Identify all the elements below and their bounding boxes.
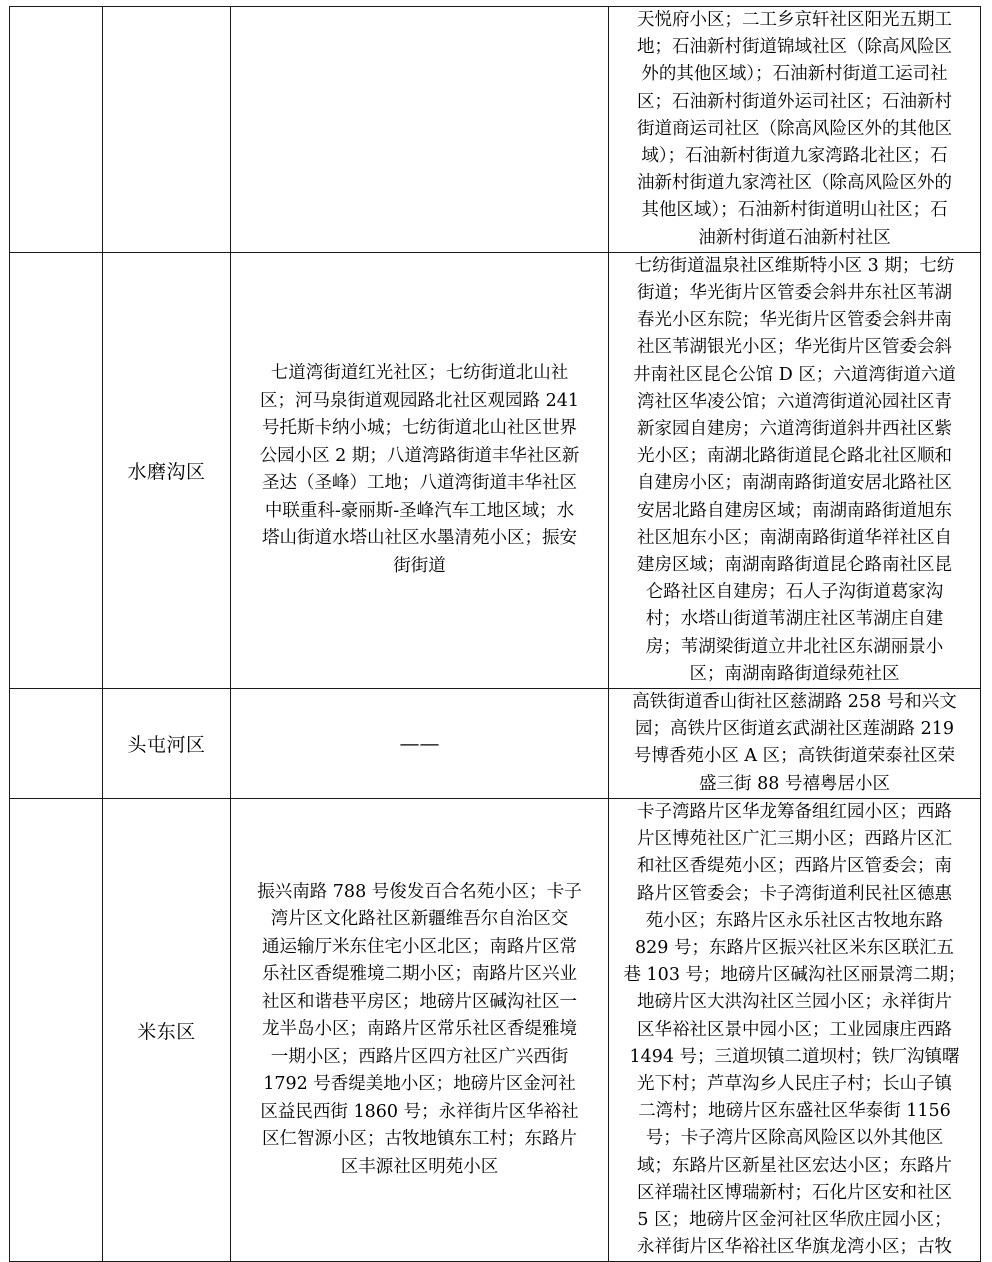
medium-risk-cell: 卡子湾路片区华龙筹备组红园小区；西路 片区博苑社区广汇三期小区；西路片区汇 和社区香缇苑小区；西路片区管委会；南 路片区管委会；卡子湾街道利民社区德惠 苑小区；东路片区永乐社区古牧地东路 829 号；东路片区振兴社区米东区联汇五 巷 103 号；地磅片区碱沟社区丽景湾二期； 地磅片区大洪沟社区兰园小区；永祥街片 区华裕社区景中园小区；工业园康庄西路 1494 号；三道坝镇二道坝村；铁厂沟镇曙 光下村；芦草沟乡人民庄子村；长山子镇 二湾村；地磅片区东盛社区华泰街 1156 号；卡子湾片区除高风险区以外其他区 域；东路片区新星社区宏达小区；东路片 区祥瑞社区博瑞新村；石化片区安和社区 5 区；地磅片区金河社区华欣庄园小区； 永祥街片区华裕社区华旗龙湾小区；古牧 [609,798,981,1261]
district-cell [103,7,231,253]
index-cell [10,689,103,799]
high-risk-cell [231,7,609,253]
index-cell [10,252,103,688]
high-risk-cell: 振兴南路 788 号俊发百合名苑小区；卡子 湾片区文化路社区新疆维吾尔自治区交 通运输厅米东住宅小区北区；南路片区常 乐社区香缇雅境二期小区；南路片区兴业 社区和谐巷平房区；地磅片区碱沟社区一 龙半岛小区；南路片区常乐社区香缇雅境 一期小区；西路片区四方社区广兴西街 1792 号香缇美地小区；地磅片区金河社 区益民西街 1860 号；永祥街片区华裕社 区仁智源小区；古牧地镇东工村；东路片 区丰源社区明苑小区 [231,798,609,1261]
district-cell: 米东区 [103,798,231,1261]
index-cell [10,798,103,1261]
table-row [10,798,981,1261]
medium-risk-cell: 七纺街道温泉社区维斯特小区 3 期；七纺 街道；华光街片区管委会斜井东社区苇湖 春光小区东院；华光街片区管委会斜井南 社区苇湖银光小区；华光街片区管委会斜 井南社区昆仑公馆 D 区；六道湾街道六道 湾社区华凌公馆；六道湾街道沁园社区青 新家园自建房；六道湾街道斜井西社区紫 光小区；南湖北路街道昆仑路北社区顺和 自建房小区；南湖南路街道安居北路社区 安居北路自建房区域；南湖南路街道旭东 社区旭东小区；南湖南路街道华祥社区自 建房区域；南湖南路街道昆仑路南社区昆 仑路社区自建房；石人子沟街道葛家沟 村；水塔山街道苇湖庄社区苇湖庄自建 房；苇湖梁街道立井北社区东湖丽景小 区；南湖南路街道绿苑社区 [609,252,981,688]
medium-risk-cell: 高铁街道香山街社区慈湖路 258 号和兴文 园；高铁片区街道玄武湖社区莲湖路 219 号博香苑小区 A 区；高铁街道荣泰社区荣 盛三街 88 号禧粤居小区 [609,689,981,799]
district-cell: 头屯河区 [103,689,231,799]
high-risk-cell: —— [231,689,609,799]
index-cell [10,7,103,253]
district-cell: 水磨沟区 [103,252,231,688]
table-row [10,252,981,688]
table-row [10,689,981,799]
high-risk-cell: 七道湾街道红光社区；七纺街道北山社 区；河马泉街道观园路北社区观园路 241 号托斯卡纳小城；七纺街道北山社区世界 公园小区 2 期；八道湾路街道丰华社区新 圣达（圣峰）工地；八道湾街道丰华社区 中联重科-豪丽斯-圣峰汽车工地区域；水 塔山街道水塔山社区水墨清苑小区；振安 街街道 [231,252,609,688]
table-row [10,7,981,253]
medium-risk-cell: 天悦府小区；二工乡京轩社区阳光五期工 地；石油新村街道锦域社区（除高风险区 外的其他区域）；石油新村街道工运司社 区；石油新村街道外运司社区；石油新村 街道商运司社区（除高风险区外的其他区 域）；石油新村街道九家湾路北社区；石 油新村街道九家湾社区（除高风险区外的 其他区域）；石油新村街道明山社区；石 油新村街道石油新村社区 [609,7,981,253]
risk-area-table [9,6,981,1262]
